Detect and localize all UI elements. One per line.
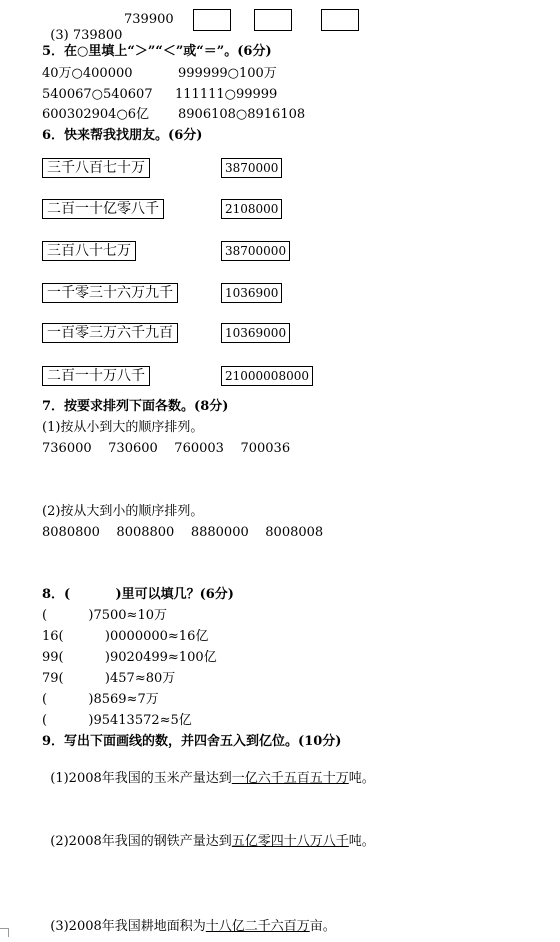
q9-item-3-underlined: 十八亿二千六百万 — [205, 919, 310, 934]
q5-row-3-right: 8906108○8916108 — [178, 107, 306, 122]
q9-item-2-pre: (2)2008年我国的钢铁产量达到 — [50, 834, 232, 849]
q6-number-box-1[interactable]: 3870000 — [221, 158, 282, 178]
q6-number-box-2[interactable]: 2108000 — [221, 199, 282, 219]
q9-item-1-underlined: 一亿六千五百五十万 — [231, 771, 349, 786]
q9-item-3-post: 亩。 — [309, 919, 336, 934]
q5-row-2-right: 111111○99999 — [175, 87, 278, 102]
q9-item-1-post: 吨。 — [348, 771, 375, 786]
q6-word-box-6[interactable]: 二百一十万八千 — [42, 366, 150, 386]
q6-number-box-3[interactable]: 38700000 — [221, 241, 290, 261]
q5-row-2-left: 540067○540607 — [42, 87, 153, 102]
q9-item-1-pre: (1)2008年我国的玉米产量达到 — [50, 771, 232, 786]
q9-item-2-underlined: 五亿零四十八万八千 — [231, 834, 349, 849]
q9-item-3-pre: (3)2008年我国耕地面积为 — [50, 919, 206, 934]
q7-title: 7．按要求排列下面各数。(8分) — [42, 399, 229, 414]
q6-word-box-3[interactable]: 三百八十七万 — [42, 241, 136, 261]
page-corner-mark — [0, 928, 9, 937]
q6-number-box-4[interactable]: 1036900 — [221, 283, 282, 303]
q4-item-3 — [42, 12, 122, 44]
q8-row-6[interactable]: ( )95413572≈5亿 — [42, 713, 192, 728]
q6-word-box-4[interactable]: 一千零三十六万九千 — [42, 283, 178, 303]
q6-word-box-2[interactable]: 二百一十亿零八千 — [42, 199, 164, 219]
q7-part1-numbers: 736000 730600 760003 700036 — [42, 441, 291, 456]
q8-title: 8．( )里可以填几？(6分) — [42, 587, 234, 602]
q5-row-1-left: 40万○400000 — [42, 66, 133, 81]
q5-row-3-left: 600302904○6亿 — [42, 107, 150, 122]
q6-word-box-1[interactable]: 三千八百七十万 — [42, 158, 150, 178]
q7-part2-numbers: 8080800 8008800 8880000 8008008 — [42, 525, 324, 540]
q7-part1-label: (1)按从小到大的顺序排列。 — [42, 420, 204, 435]
q6-title: 6．快来帮我找朋友。(6分) — [42, 128, 203, 143]
q6-number-box-5[interactable]: 10369000 — [221, 323, 290, 343]
answer-box-1[interactable] — [193, 9, 231, 31]
q6-word-box-5[interactable]: 一百零三万六千九百 — [42, 323, 178, 343]
q9-item-2 — [42, 818, 375, 850]
q4-item-3-number2: 739900 — [124, 12, 174, 27]
q8-row-4[interactable]: 79( )457≈80万 — [42, 671, 176, 686]
q8-row-5[interactable]: ( )8569≈7万 — [42, 692, 159, 707]
q8-row-3[interactable]: 99( )9020499≈100亿 — [42, 650, 217, 665]
q4-item-3-label: (3) 739800 — [50, 28, 123, 43]
q9-item-3 — [42, 903, 336, 935]
answer-box-2[interactable] — [254, 9, 292, 31]
q9-title: 9．写出下面画线的数，并四舍五入到亿位。(10分) — [42, 734, 342, 749]
q5-row-1-right: 999999○100万 — [178, 66, 277, 81]
q8-row-1[interactable]: ( )7500≈10万 — [42, 608, 167, 623]
q9-item-2-post: 吨。 — [348, 834, 375, 849]
q7-part2-label: (2)按从大到小的顺序排列。 — [42, 504, 204, 519]
answer-box-3[interactable] — [321, 9, 359, 31]
q5-title: 5．在○里填上“＞”“＜”或“＝”。(6分) — [42, 44, 272, 59]
q9-item-1 — [42, 755, 375, 787]
q8-row-2[interactable]: 16( )0000000≈16亿 — [42, 629, 209, 644]
q6-number-box-6[interactable]: 21000008000 — [221, 366, 313, 386]
